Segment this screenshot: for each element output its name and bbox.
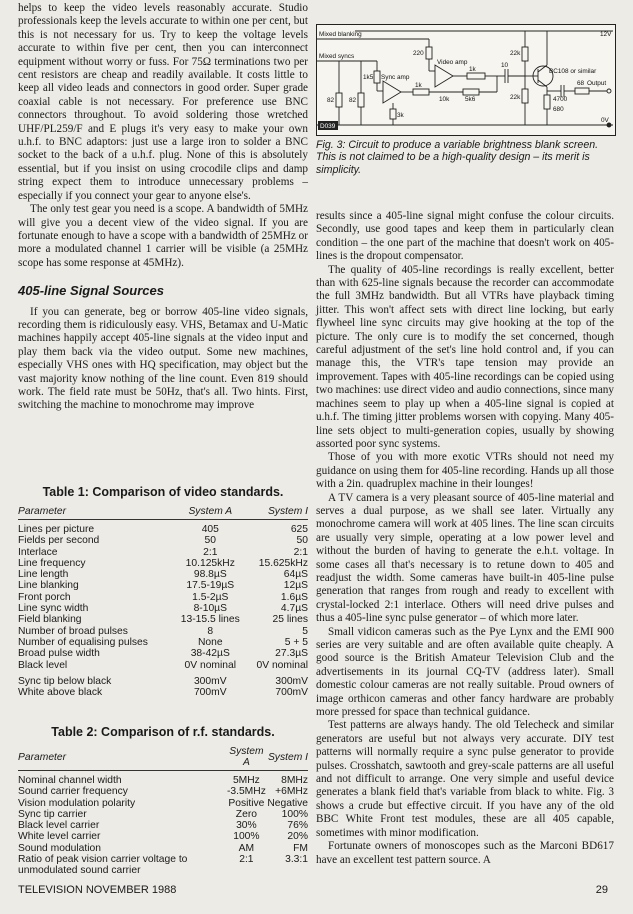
table-row [18,820,308,831]
table-header: System A [175,505,246,520]
table-row [18,771,308,787]
fig-label: 680 [553,106,564,113]
cell-system-a: 38-42µS [190,648,230,660]
body-paragraph: helps to keep the video levels reasonably accurate. Studio professionals keep the levels accurate to within one per cent, but this is not necessary for us. Try to keep the voltage levels accurate to within five per cent, then you can interconnect equipment without worry or fuss. For 75Ω terminations two per cent resistors are cheap and readily available. It costs little to keep all video leads and connectors in good order. Super grade coaxial cable is not necessary. For preference use BNC connectors throughout. To avoid soldering those wretched UHF/PL259/F and E plugs it's very easy to make your own u.h.f. to BNC adaptors: just use a large iron to solder a BNC socket to the back of a u.h.f. plug. None of this is absolutely essential, but if you insist on using crocodile clips and damp string expect them to introduce unnecessary problems – especially if you connect your gear to anyone else's. [18,2,308,202]
cell-system-i: 50 [296,535,308,547]
cell-system-a: 17.5-19µS [186,580,235,592]
cell-parameter: Line frequency [18,557,86,569]
fig-label: Mixed syncs [319,53,355,60]
cell-system-a: None [197,636,223,648]
cell-system-i: 15.625kHz [258,557,308,569]
table-row [18,854,308,877]
table-title: Table 2: Comparison of r.f. standards. [51,725,275,739]
cell-system-a: Positive [228,797,265,809]
fig-label: 68 [577,80,585,87]
circuit-diagram [316,24,616,136]
fig-label: 1k5 [363,74,374,81]
fig-label: BC108 or similar [549,68,597,75]
cell-parameter: Number of equalising pulses [18,636,148,648]
table-row [18,558,308,569]
table-row [18,648,308,659]
table-row [18,614,308,625]
cell-parameter: Nominal channel width [18,775,122,786]
right-column [316,210,614,867]
fig-label: Sync amp [381,74,410,81]
cell-system-i: 5 + 5 [284,636,308,648]
cell-system-i: 8MHz [281,775,308,786]
cell-system-a: 13-15.5 lines [180,614,240,626]
cell-system-a: 100% [233,831,260,843]
page-footer [18,884,614,896]
body-paragraph: results since a 405-line signal might confuse the colour circuits. Secondly, use good tapes and keep them in particularly clean condition – the one part of the machine that doesn't work on 405-lines is the dropout compensator. [316,210,614,263]
cell-parameter: Sound carrier frequency [18,786,128,798]
fig-label: 82 [349,97,357,104]
cell-system-i: 3.3:1 [285,854,308,866]
fig-label: 1k [469,66,476,73]
table-row [18,626,308,637]
fig-label: 3k [397,112,404,119]
fig-label: 22k [510,94,521,101]
table-row [18,671,308,687]
cell-parameter: Sync tip below black [18,675,112,687]
cell-system-i: Negative [267,797,308,809]
cell-system-i: +6MHz [275,786,308,798]
body-paragraph: Fortunate owners of monoscopes such as the Marconi BD617 have an excellent test pattern source. A [316,840,614,866]
table-rf-standards [18,725,308,877]
fig-label: Mixed blanking [319,31,362,38]
cell-system-a: 1.5-2µS [192,591,229,603]
cell-parameter: Field blanking [18,614,82,626]
cell-system-i: 1.6µS [280,591,308,603]
cell-system-a: 98.8µS [193,569,227,581]
cell-system-a: 50 [204,535,217,547]
table-row [18,831,308,842]
table-header: System I [267,745,308,771]
body-paragraph: The quality of 405-line recordings is really excellent, better than with 625-line signals because the recorder can accommodate the full 3MHz bandwidth. But all VTRs have playback timing jitter. This won't affect sets with direct line locking, but early flywheel line sync circuits may give hooking at the top of the picture. The only cure is to modify the set concerned, though careful adjustment of the set's line hold control and, if you can manage this, the VTR's tape tension may provide an improvement. Tapes with 405-line recordings can be copied using two machines: use direct video and audio connections, since many machines seem to play up when a 405-line signal is copied at u.h.f. The timing jitter problems worsen with copying. Many 405-line sets object to multi-generation copies, usually by showing assorted poor sync systems. [316,263,614,450]
table-row [18,660,308,671]
cell-system-i: 300mV [275,675,308,687]
cell-system-a: 8-10µS [193,603,227,615]
table-row [18,843,308,854]
cell-parameter: Sound modulation [18,842,102,854]
cell-system-i: 25 lines [272,614,308,626]
body-paragraph: If you can generate, beg or borrow 405-line video signals, recording them is ridiculously easy. VHS, Betamax and U-Matic machines happily accept 405-line signals at the video input and play them back via the video output. Some new machines, especially VHS ones with HQ specification, may object but the vast majority know nothing of the line count. Even 819 should work. The field rate must be 50Hz, that's all. Two hints. First, switching the machine to monochrome may improve [18,305,308,412]
table-row [18,809,308,820]
table-row [18,637,308,648]
cell-parameter: Black level carrier [18,820,100,832]
cell-parameter: Front porch [18,591,71,603]
body-paragraph: Test patterns are always handy. The old Telecheck and similar generators are useful but not always very accurate. DIY test patterns will normally require a sync pulse generator to provide pulses. Crosshatch, sawtooth and grey-scale patterns are all useful and not difficult to arrange. One very simple and useful device generates a blank field that's variable from black to white. Fig. 3 shows a crude but effective circuit. If you have any of the old BBC White Front test modules, these are all 405 capable, sometimes with minor modification. [316,719,614,839]
cell-parameter: Line sync width [18,603,89,615]
fig-label: Output [587,80,607,87]
table-row [18,687,308,698]
table-row [18,535,308,546]
body-paragraph: Small vidicon cameras such as the Pye Lynx and the EMI 900 series are very suitable and are often available quite cheaply. A good source is the British Amateur Television Club and the advertisements in its journal CQ-TV (address later). Small domestic colour cameras are not really suitable. Proud owners of image orthicon cameras and other fancy hardware are probably more pressed for space than technical guidance. [316,625,614,719]
cell-system-i: 12µS [283,580,308,592]
cell-system-i: 700mV [275,687,308,699]
cell-parameter: Sync tip carrier [18,808,87,820]
table-row [18,603,308,614]
table-video-standards [18,485,308,698]
cell-system-i: 76% [287,820,308,832]
figure-caption: Fig. 3: Circuit to produce a variable brightness blank screen. This is not claimed to be a high-quality design – its merit is simplicity. [316,139,599,176]
section-heading: 405-line Signal Sources [18,283,164,299]
cell-system-i: 27.3µS [275,648,308,660]
body-paragraph: Those of you with more exotic VTRs should not need my guidance on using them for 405-line recording. Hands up all those with a 2in. quadruplex machine in their lounges! [316,451,614,491]
cell-parameter: Line length [18,569,69,581]
cell-system-a: 405 [201,524,219,535]
cell-system-a: 2:1 [239,854,254,866]
fig-id-label: D039 [320,123,336,130]
cell-system-a: Zero [235,808,257,820]
fig-label: 5k6 [465,96,476,103]
table-row [18,569,308,580]
circuit-schematic [317,25,615,135]
page-number: 29 [595,884,608,896]
cell-parameter: Broad pulse width [18,648,100,660]
cell-parameter: Vision modulation polarity [18,797,136,809]
cell-parameter: White level carrier [18,831,101,843]
table-header: System A [225,745,267,771]
cell-system-a: 300mV [193,675,227,687]
cell-system-i: 5 [302,625,308,637]
cell-parameter: White above black [18,687,103,699]
cell-system-a: 8 [207,625,214,637]
cell-parameter: Fields per second [18,535,100,547]
table-row [18,798,308,809]
cell-system-i: 2:1 [293,546,308,558]
cell-system-a: 0V nominal [184,659,237,671]
fig-label: 1k [415,82,422,89]
table-row [18,786,308,797]
fig-label: 4700 [553,96,568,103]
cell-system-i: 0V nominal [256,659,308,671]
fig-label: 0V [601,117,609,124]
cell-system-i: FM [293,842,308,854]
table-row [18,592,308,603]
cell-system-a: 5MHz [232,775,260,786]
left-column [18,2,308,413]
fig-label: 82 [327,97,335,104]
cell-parameter: Number of broad pulses [18,625,128,637]
cell-system-i: 100% [281,808,308,820]
table-title: Table 1: Comparison of video standards. [42,485,284,499]
fig-label: 22k [510,50,521,57]
cell-system-a: 2:1 [203,546,218,558]
cell-system-a: -3.5MHz [226,786,266,798]
table-header: Parameter [18,505,175,520]
cell-parameter: Interlace [18,546,58,558]
table-header: Parameter [18,745,225,771]
footer-publication: TELEVISION NOVEMBER 1988 [18,884,177,896]
cell-system-i: 625 [290,524,308,535]
cell-system-a: 700mV [193,687,227,699]
cell-system-i: 64µS [283,569,308,581]
table-header: System I [246,505,308,520]
fig-label: Video amp [437,59,468,66]
body-paragraph: A TV camera is a very pleasant source of 405-line material and serves a dual purpose, as we shall see later. Virtually any monochrome camera will work at 405 lines. The line scan circuits are usually very simple, operating at a low power level and without the burden of having to generate the e.h.t. voltage. In some cases all that's necessary is to retune down to 405 and readjust the width. Some cameras have built-in 405-line pulse generation that ranges from rough and ready to excellent with crystal-locked 2:1 interlace. Others will need drive pulses and thus a 405-line sync pulse generator – of which more later. [316,491,614,625]
cell-system-a: 10.125kHz [185,557,235,569]
table-row [18,520,308,536]
table-row [18,547,308,558]
cell-system-i: 20% [287,831,308,843]
body-paragraph: The only test gear you need is a scope. A bandwidth of 5MHz will give you a decent view of the video signal. If you are fortunate enough to have a scope with a bandwidth of 25MHz or more a modulated channel 1 carrier will be visible (a 25MHz scope has some response at 45MHz). [18,203,308,269]
cell-system-a: AM [238,842,255,854]
cell-system-i: 4.7µS [280,603,308,615]
table-row [18,580,308,591]
fig-label: 10k [439,96,450,103]
cell-system-a: 30% [236,820,257,832]
cell-parameter: Ratio of peak vision carrier voltage to unmodulated sound carrier [18,854,188,877]
fig-label: 220 [413,50,424,57]
cell-parameter: Line blanking [18,580,79,592]
cell-parameter: Black level [18,659,68,671]
fig-label: 10 [501,62,509,69]
cell-parameter: Lines per picture [18,524,95,535]
fig-label: 12V [600,31,612,38]
